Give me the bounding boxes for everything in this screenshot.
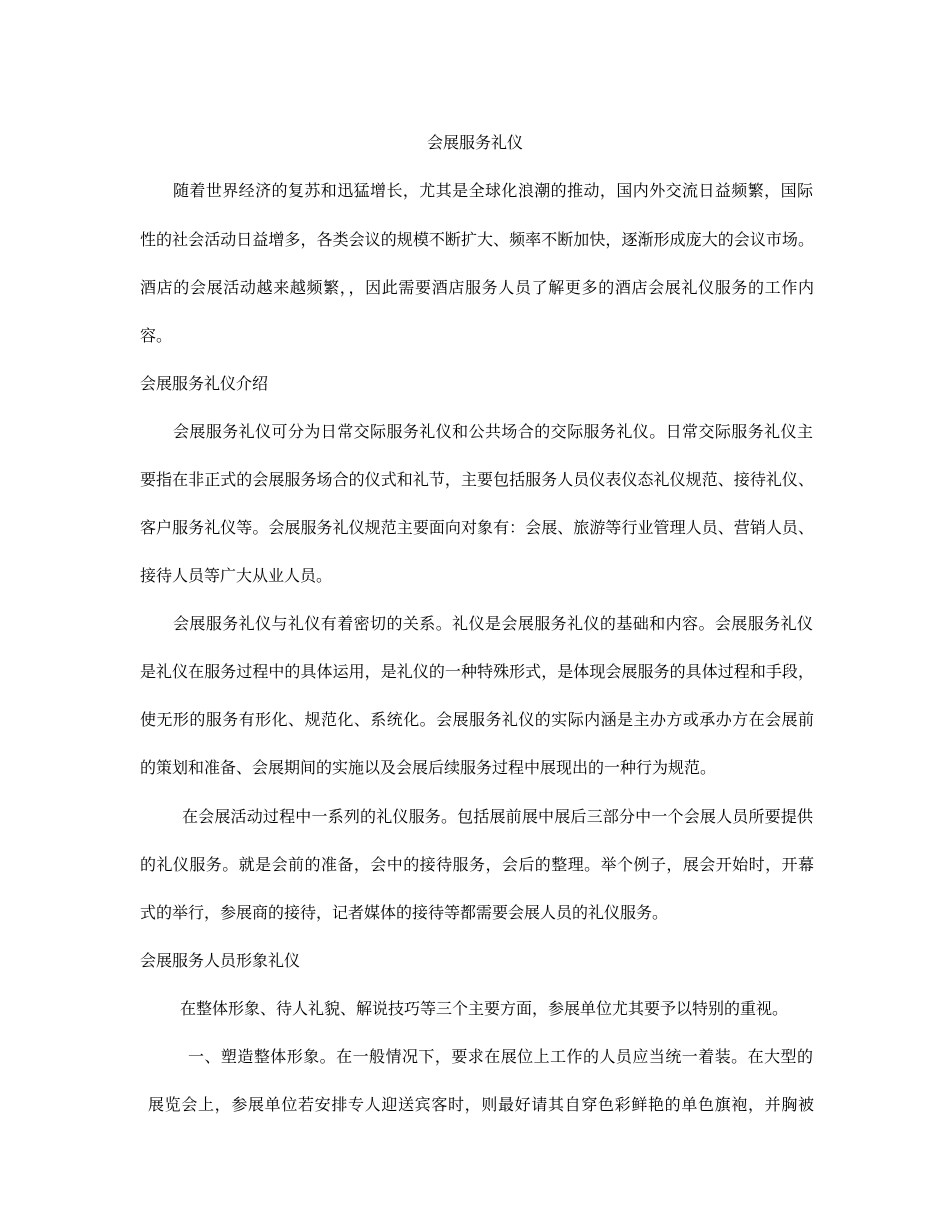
paragraph-line: 式的举行，参展商的接待，记者媒体的接待等都需要会展人员的礼仪服务。	[140, 903, 669, 922]
section-heading: 会展服务人员形象礼仪	[140, 951, 301, 970]
paragraph-line: 展览会上，参展单位若安排专人迎送宾客时，则最好请其自穿色彩鲜艳的单色旗袍，并胸被	[148, 1095, 814, 1114]
paragraph-line: 接待人员等广大从业人员。	[140, 566, 333, 585]
paragraph-line: 会展服务礼仪与礼仪有着密切的关系。礼仪是会展服务礼仪的基础和内容。会展服务礼仪	[173, 614, 813, 633]
paragraph-line: 要指在非正式的会展服务场合的仪式和礼节，主要包括服务人员仪表仪态礼仪规范、接待礼仪、	[140, 470, 814, 489]
paragraph-line: 客户服务礼仪等。会展服务礼仪规范主要面向对象有：会展、旅游等行业管理人员、营销人员、	[140, 518, 814, 537]
paragraph-line: 酒店的会展活动越来越频繁，，因此需要酒店服务人员了解更多的酒店会展礼仪服务的工作内	[140, 278, 814, 297]
paragraph-line: 的礼仪服务。就是会前的准备，会中的接待服务，会后的整理。举个例子，展会开始时，开幕	[140, 855, 814, 874]
paragraph-line: 随着世界经济的复苏和迅猛增长，尤其是全球化浪潮的推动，国内外交流日益频繁，国际	[173, 181, 813, 200]
paragraph-line: 是礼仪在服务过程中的具体运用，是礼仪的一种特殊形式，是体现会展服务的具体过程和手段，	[140, 662, 814, 681]
document-title: 会展服务礼仪	[426, 133, 523, 152]
paragraph-line: 容。	[140, 326, 173, 345]
paragraph-line: 的策划和准备、会展期间的实施以及会展后续服务过程中展现出的一种行为规范。	[140, 758, 717, 777]
section-heading: 会展服务礼仪介绍	[140, 374, 269, 393]
paragraph-line: 在会展活动过程中一系列的礼仪服务。包括展前展中展后三部分中一个会展人员所要提供	[182, 807, 813, 826]
paragraph-line: 会展服务礼仪可分为日常交际服务礼仪和公共场合的交际服务礼仪。日常交际服务礼仪主	[173, 422, 813, 441]
paragraph-line: 在整体形象、待人礼貌、解说技巧等三个主要方面，参展单位尤其要予以特别的重视。	[180, 999, 789, 1018]
paragraph-line: 使无形的服务有形化、规范化、系统化。会展服务礼仪的实际内涵是主办方或承办方在会展前	[140, 710, 814, 729]
paragraph-line: 一、塑造整体形象。在一般情况下，要求在展位上工作的人员应当统一着装。在大型的	[188, 1047, 813, 1066]
paragraph-line: 性的社会活动日益增多，各类会议的规模不断扩大、频率不断加快，逐渐形成庞大的会议市场。	[140, 230, 814, 249]
